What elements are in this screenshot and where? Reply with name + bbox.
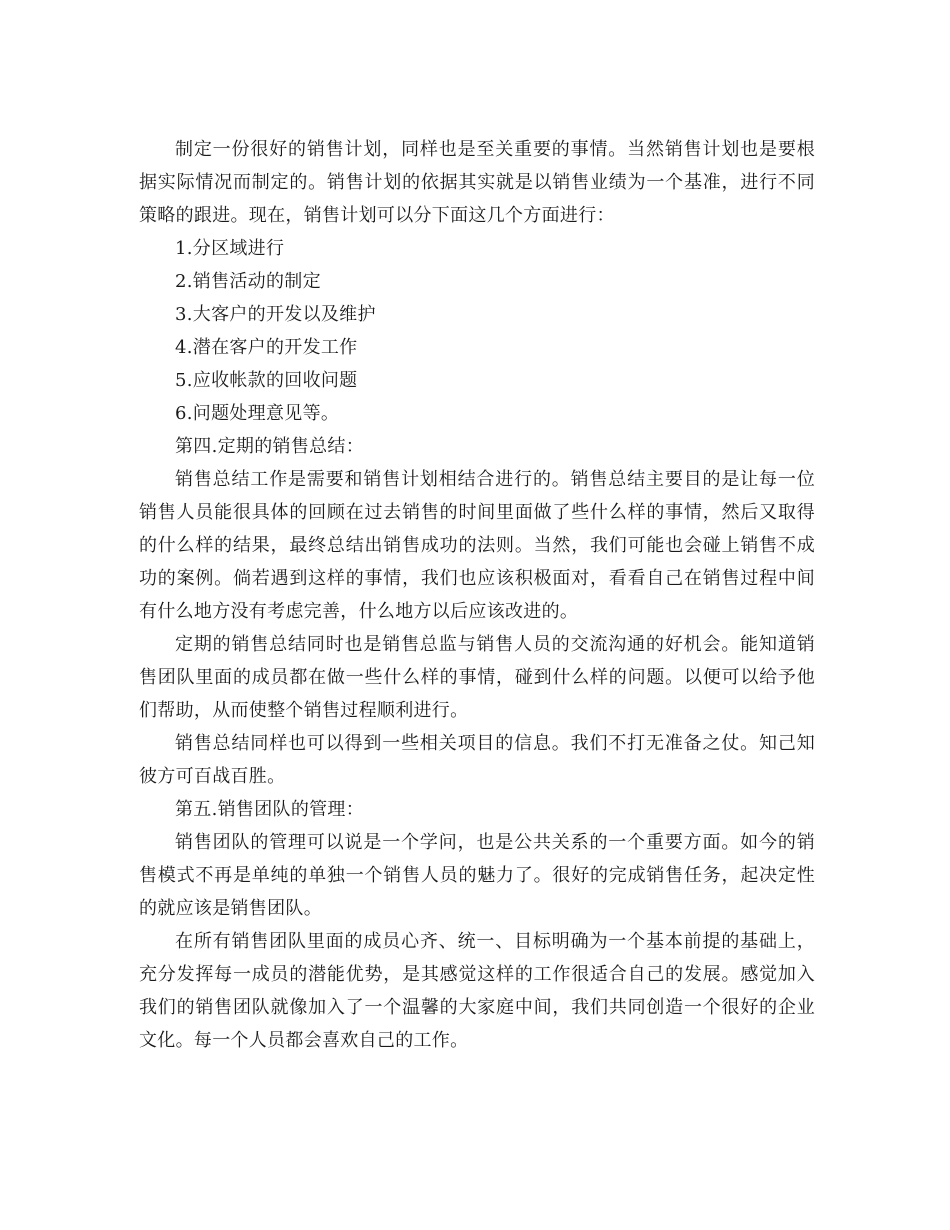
list-item-3: 3.大客户的开发以及维护	[175, 304, 376, 325]
section-heading-4: 第四.定期的销售总结：	[175, 436, 365, 457]
list-item-4: 4.潜在客户的开发工作	[175, 337, 358, 358]
list-item-6: 6.问题处理意见等。	[175, 403, 340, 424]
section-heading-5: 第五.销售团队的管理：	[175, 799, 365, 820]
list-item-5: 5.应收帐款的回收问题	[175, 370, 358, 391]
paragraph-intro: 制定一份很好的销售计划，同样也是至关重要的事情。当然销售计划也是要根据实际情况而制定的。销售计划的依据其实就是以销售业绩为一个基准，进行不同策略的跟进。现在，销售计划可以分下面这几个方面进行：	[139, 139, 815, 226]
list-item-2: 2.销售活动的制定	[175, 271, 321, 292]
paragraph-summary-2: 定期的销售总结同时也是销售总监与销售人员的交流沟通的好机会。能知道销售团队里面的成员都在做一些什么样的事情，碰到什么样的问题。以便可以给予他们帮助，从而使整个销售过程顺利进行。	[139, 634, 815, 721]
paragraph-summary-1: 销售总结工作是需要和销售计划相结合进行的。销售总结主要目的是让每一位销售人员能很具体的回顾在过去销售的时间里面做了些什么样的事情，然后又取得的什么样的结果，最终总结出销售成功的法则。当然，我们可能也会碰上销售不成功的案例。倘若遇到这样的事情，我们也应该积极面对，看看自己在销售过程中间有什么地方没有考虑完善，什么地方以后应该改进的。	[139, 469, 815, 622]
document-body	[139, 133, 815, 1057]
list-item-1: 1.分区域进行	[175, 238, 285, 259]
paragraph-summary-3: 销售总结同样也可以得到一些相关项目的信息。我们不打无准备之仗。知己知彼方可百战百胜。	[139, 733, 815, 787]
paragraph-team-1: 销售团队的管理可以说是一个学问，也是公共关系的一个重要方面。如今的销售模式不再是单纯的单独一个销售人员的魅力了。很好的完成销售任务，起决定性的就应该是销售团队。	[139, 832, 815, 919]
paragraph-team-2: 在所有销售团队里面的成员心齐、统一、目标明确为一个基本前提的基础上，充分发挥每一成员的潜能优势，是其感觉这样的工作很适合自己的发展。感觉加入我们的销售团队就像加入了一个温馨的大家庭中间，我们共同创造一个很好的企业文化。每一个人员都会喜欢自己的工作。	[139, 931, 815, 1051]
